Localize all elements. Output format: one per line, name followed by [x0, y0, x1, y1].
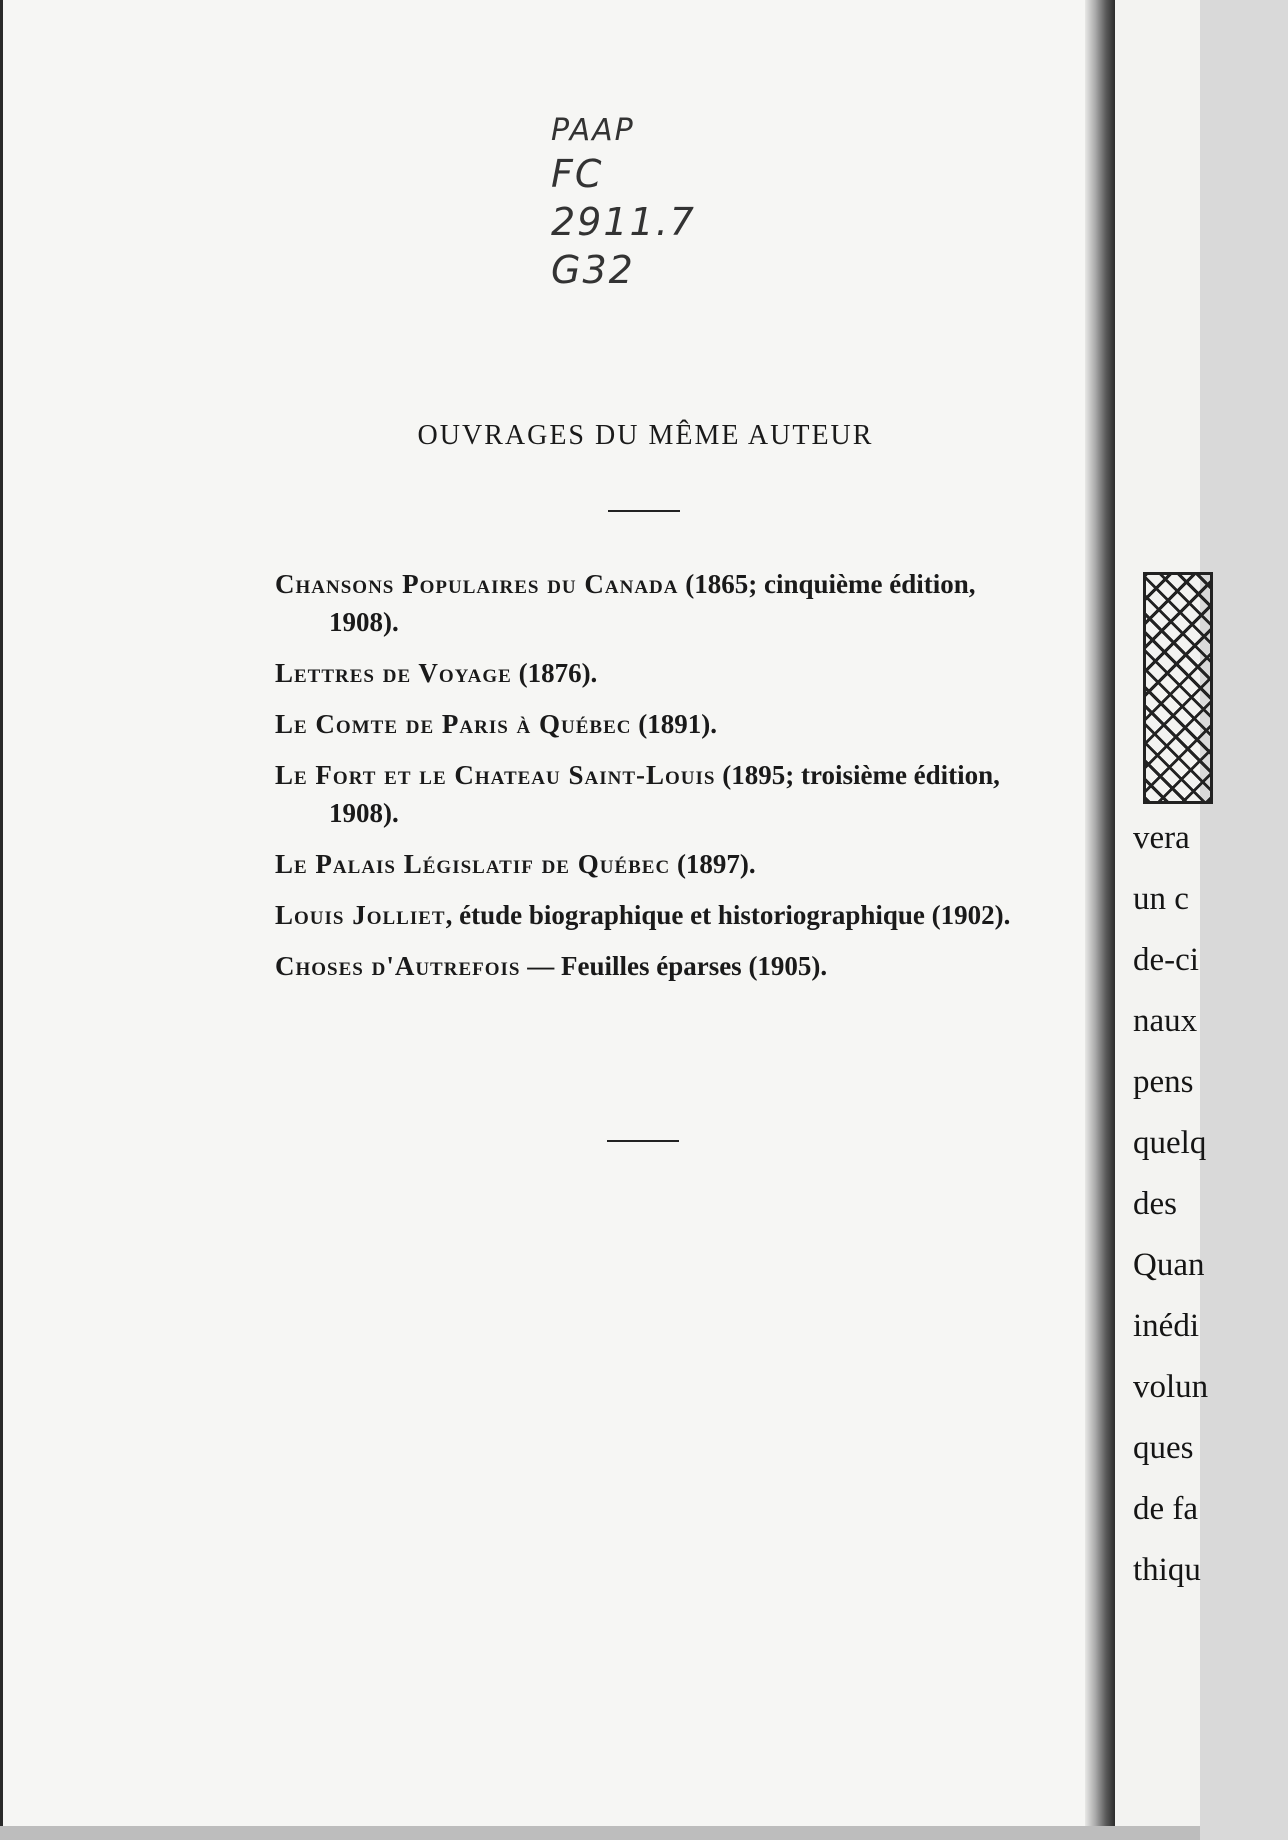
callmark-line: 2911.7	[551, 200, 696, 244]
work-detail: (1876).	[511, 658, 598, 688]
right-page-text	[1133, 808, 1253, 1601]
handwritten-call-number	[551, 112, 696, 294]
ornamental-initial-icon	[1143, 572, 1213, 804]
text-fragment: Quan	[1133, 1247, 1205, 1283]
text-fragment: un c	[1133, 881, 1189, 917]
work-item	[275, 845, 1015, 883]
work-detail: (1891).	[631, 709, 717, 739]
divider-top	[608, 510, 680, 512]
text-fragment: de-ci	[1133, 942, 1199, 978]
work-title: Choses d'Autrefois	[275, 951, 521, 981]
text-fragment: des	[1133, 1186, 1177, 1222]
work-detail: (1897).	[670, 849, 756, 879]
work-item	[275, 654, 1015, 692]
text-fragment: pens	[1133, 1064, 1194, 1100]
text-fragment: volun	[1133, 1369, 1209, 1405]
work-title: Chansons Populaires du Canada	[275, 569, 679, 599]
callmark-line: FC	[551, 152, 604, 196]
page-heading: OUVRAGES DU MÊME AUTEUR	[417, 420, 874, 451]
divider-bottom	[607, 1140, 679, 1142]
text-fragment: thiqu	[1133, 1552, 1201, 1588]
work-title: Le Fort et le Chateau Saint-Louis	[275, 760, 716, 790]
work-title: Louis Jolliet	[275, 900, 446, 930]
text-fragment: naux	[1133, 1003, 1198, 1039]
work-item	[275, 947, 1015, 985]
work-detail: , étude biographique et historiographique (1902).	[445, 900, 1011, 930]
work-detail: (1865; cinquième édition, 1908).	[329, 569, 976, 637]
scan-bottom-edge	[0, 1826, 1200, 1840]
work-detail: (1895; troisième édition, 1908).	[329, 760, 1000, 828]
text-fragment: de fa	[1133, 1491, 1199, 1527]
text-fragment: ques	[1133, 1430, 1194, 1466]
work-title: Le Palais Législatif de Québec	[275, 849, 671, 879]
right-page	[1115, 0, 1209, 1840]
text-fragment: vera	[1133, 820, 1190, 856]
work-title: Lettres de Voyage	[275, 658, 512, 688]
callmark-line: G32	[551, 248, 635, 292]
book-gutter	[1085, 0, 1115, 1840]
work-title: Le Comte de Paris à Québec	[275, 709, 632, 739]
callmark-line: PAAP	[551, 113, 635, 148]
text-fragment: quelq	[1133, 1125, 1207, 1161]
work-item	[275, 705, 1015, 743]
text-fragment: inédi	[1133, 1308, 1199, 1344]
work-item	[275, 896, 1015, 934]
works-list	[275, 565, 1015, 998]
work-item	[275, 756, 1015, 832]
work-detail: — Feuilles éparses (1905).	[520, 951, 828, 981]
work-item	[275, 565, 1015, 641]
